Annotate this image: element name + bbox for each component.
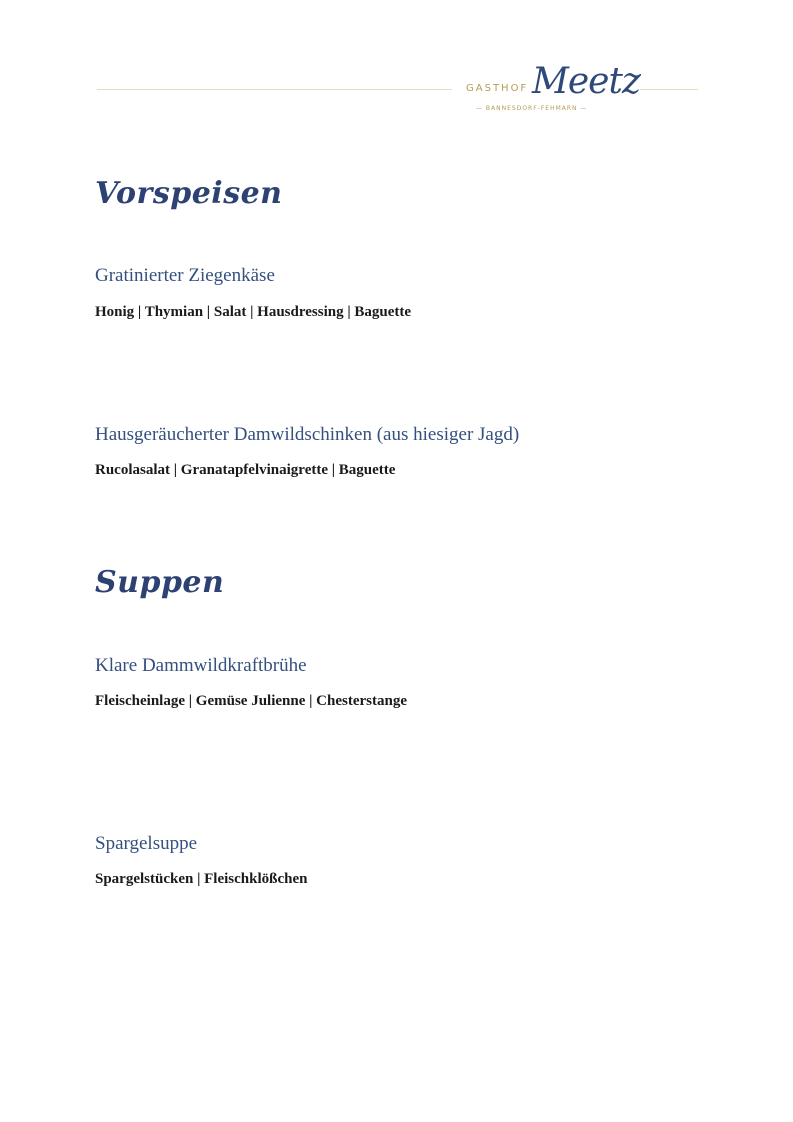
dish-description: Honig | Thymian | Salat | Hausdressing | Baguette xyxy=(95,304,412,320)
dish-title: Spargelsuppe xyxy=(95,833,198,854)
restaurant-logo xyxy=(462,61,640,118)
logo-prefix: GASTHOF xyxy=(466,83,529,94)
logo-name: Meetz xyxy=(532,61,640,102)
section-title-vorspeisen: Vorspeisen xyxy=(95,176,283,211)
logo-subtitle: — BANNESDORF-FEHMARN — xyxy=(476,105,588,112)
header-divider-right xyxy=(640,89,698,90)
dish-description: Spargelstücken | Fleischklößchen xyxy=(95,871,308,887)
dish-description: Fleischeinlage | Gemüse Julienne | Chesterstange xyxy=(95,693,407,709)
section-title-suppen: Suppen xyxy=(95,565,225,600)
header-divider-left xyxy=(97,89,452,90)
dish-description: Rucolasalat | Granatapfelvinaigrette | Baguette xyxy=(95,462,396,478)
dish-title: Klare Dammwildkraftbrühe xyxy=(95,655,307,676)
dish-title: Gratinierter Ziegenkäse xyxy=(95,265,275,286)
dish-title: Hausgeräucherter Damwildschinken (aus hiesiger Jagd) xyxy=(95,424,520,445)
